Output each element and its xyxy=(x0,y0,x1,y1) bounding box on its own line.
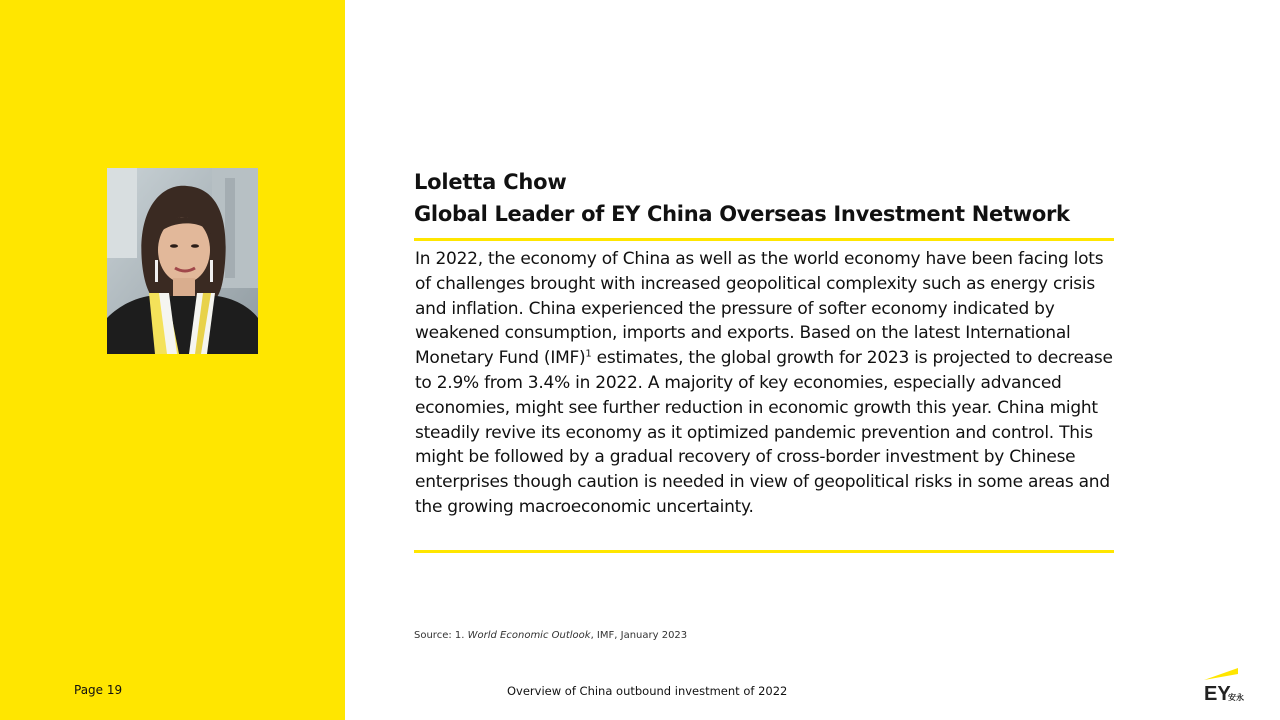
ey-logo-chinese: 安永 xyxy=(1228,693,1244,702)
yellow-side-panel xyxy=(0,0,345,720)
divider-top xyxy=(414,238,1114,241)
source-publication: World Economic Outlook xyxy=(467,630,591,641)
body-text-part1: In 2022, the economy of China as well as the world economy have been facing lots of challenges brought with increased geopolitical complexity such as energy crisis and inflation. China experienced the pressure of softer economy indicated by weakened consumption, imports and exports. Based on the latest International Monetary Fund (IMF) xyxy=(415,249,1104,369)
footer-title: Overview of China outbound investment of 2022 xyxy=(507,684,788,698)
speaker-portrait xyxy=(107,168,258,354)
speaker-name: Loletta Chow xyxy=(414,170,567,194)
body-paragraph xyxy=(415,247,1115,520)
source-prefix: Source: 1. xyxy=(414,630,468,641)
page-number: Page 19 xyxy=(74,683,123,697)
divider-bottom xyxy=(414,550,1114,553)
source-note xyxy=(414,630,687,641)
ey-logo-text: EY xyxy=(1204,683,1231,704)
speaker-role: Global Leader of EY China Overseas Investment Network xyxy=(414,202,1070,226)
footnote-marker: 1 xyxy=(585,348,592,360)
body-text-part2: estimates, the global growth for 2023 is projected to decrease to 2.9% from 3.4% in 2022. A majority of key economies, especially advanced economies, might see further reduction in economic growth this year. China might steadily revive its economy as it optimized pandemic prevention and control. This might be followed by a gradual recovery of cross-border investment by Chinese enterprises though caution is needed in view of geopolitical risks in some areas and the growing macroeconomic uncertainty. xyxy=(415,348,1113,517)
source-suffix: , IMF, January 2023 xyxy=(590,630,688,641)
ey-logo xyxy=(1202,664,1250,704)
